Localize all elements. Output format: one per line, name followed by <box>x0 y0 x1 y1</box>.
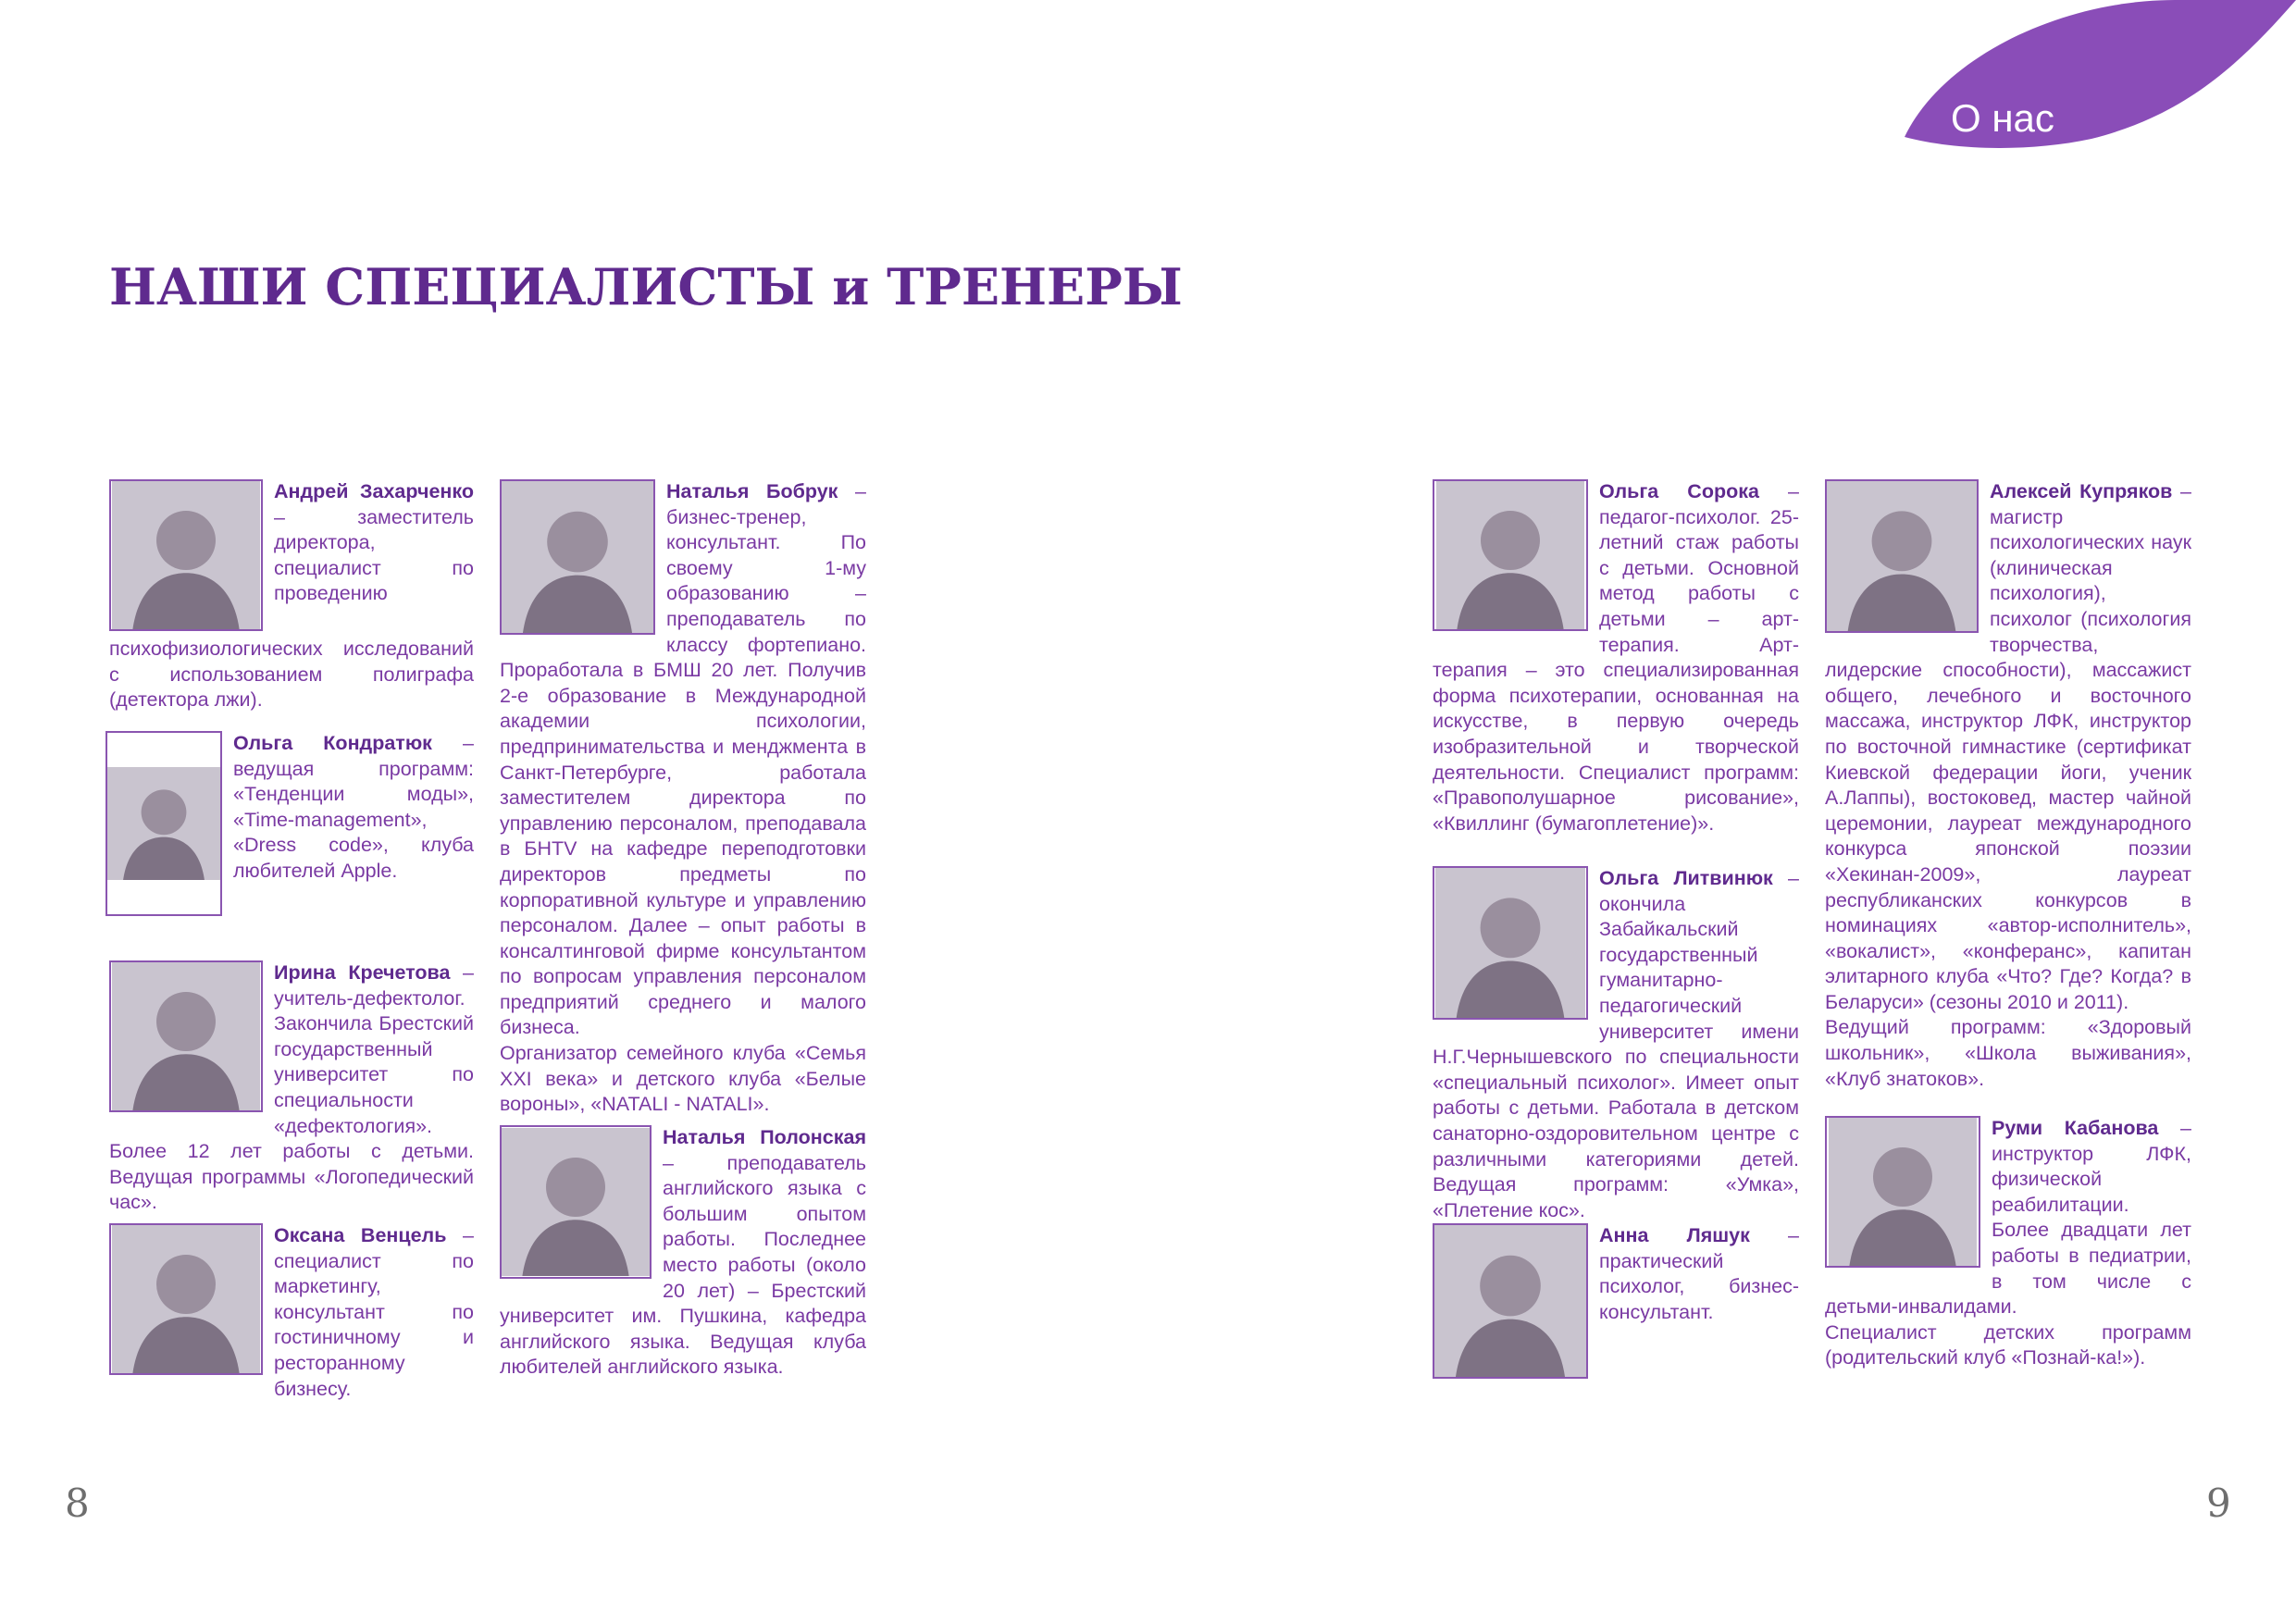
specialist-bio: – ведущая программ: «Тенденции моды», «Time-management», «Dress code», клуба любителей Apple. <box>233 732 474 882</box>
page-number-right: 9 <box>2206 1481 2231 1526</box>
specialist-card <box>109 1223 474 1402</box>
specialist-card <box>1433 1223 1799 1384</box>
specialist-card <box>1433 479 1799 836</box>
specialist-bio: – инструктор ЛФК, физической реабилитации. Более двадцати лет работы в педиатрии, в том числе с детьми-инвалидами. <box>1825 1117 2192 1319</box>
page-title: НАШИ СПЕЦИАЛИСТЫ и ТРЕНЕРЫ <box>109 257 1183 316</box>
specialist-bio: – заместитель директора, специалист по проведению психофизиологических исследований с использованием полиграфа (детектора лжи). <box>109 505 474 712</box>
specialist-card <box>105 731 474 922</box>
specialist-bio-extra: Ведущий программ: «Здоровый школьник», «Школа выживания», «Клуб знатоков». <box>1825 1016 2191 1090</box>
specialist-card <box>1433 866 1799 1223</box>
specialist-name: Ольга Сорока <box>1599 480 1759 502</box>
specialist-bio: – бизнес-тренер, консультант. По своему 1-му образованию – преподаватель по классу фортепиано. Проработала в БМШ 20 лет. Получив 2-е образование в Международной академии психологии, предпринимательства и менджмента в Санкт-Петербурге, работала заместителем директора по управлению персоналом, преподавала в БНТV на кафедре переподготовки директоров предметы по корпоративной культуре и управлению персоналом. Далее – опыт работы в консалтинговой фирме консультантом по вопросам управления персоналом предприятий среднего и малого бизнеса. <box>500 480 866 1039</box>
specialist-bio: – специалист по маркетингу, консультант по гостиничному и ресторанному бизнесу. <box>274 1224 474 1400</box>
specialist-name: Андрей Захарченко <box>274 480 474 502</box>
portrait-photo <box>109 1223 263 1375</box>
portrait-photo <box>1433 479 1588 631</box>
specialist-bio-extra: Специалист детских программ (родительский клуб «Познай-ка!»). <box>1825 1320 2191 1369</box>
portrait-photo <box>1433 1223 1588 1379</box>
specialist-name: Анна Ляшук <box>1599 1224 1750 1246</box>
portrait-photo <box>1825 1116 1980 1268</box>
page-number-left: 8 <box>65 1481 90 1526</box>
specialist-name: Руми Кабанова <box>1992 1117 2159 1139</box>
specialist-bio: – учитель-дефектолог. Закончила Брестский государственный университет по специальности «дефектология». Более 12 лет работы с детьми. Ведущая программы «Логопедический час». <box>109 961 475 1214</box>
specialist-bio: – педагог-психолог. 25-летний стаж работы с детьми. Основной метод работы с детьми – арт-терапия. Арт-терапия – это специализированная форма психотерапии, основанная на искусстве, в первую очередь изобразительной и творческой деятельности. Специалист программ: «Правополушарное рисование», «Квиллинг (бумагоплетение)». <box>1433 480 1799 835</box>
portrait-photo <box>500 479 655 635</box>
specialist-bio: – окончила Забайкальский государственный гуманитарно-педагогический университет имени Н.Г.Чернышевского по специальности «специальный психолог». Имеет опыт работы с детьми. Работала в детском санаторно-оздоровительном центре с различными категориями детей. Ведущая программ: «Умка», «Плетение кос». <box>1433 867 1800 1221</box>
portrait-photo <box>500 1125 652 1279</box>
specialist-bio: – преподаватель английского языка с большим опытом работы. Последнее место работы (около 20 лет) – Брестский университет им. Пушкина, кафедра английского языка. Ведущая клуба любителей английского языка. <box>500 1151 866 1379</box>
specialist-card <box>109 479 474 713</box>
specialist-name: Алексей Купряков <box>1990 480 2173 502</box>
specialist-card <box>500 479 866 1118</box>
portrait-photo <box>105 731 222 916</box>
specialist-name: Наталья Бобрук <box>666 480 838 502</box>
specialist-name: Наталья Полонская <box>663 1126 866 1148</box>
specialist-name: Ольга Кондратюк <box>233 732 432 754</box>
specialist-bio: – магистр психологических наук (клиническая психология), психолог (психология творчества, лидерские способности), массажист общего, лечебного и восточного массажа, инструктор ЛФК, инструктор по восточной гимнастике (сертификат Киевской федерации йоги, ученик А.Лаппы), востоковед, мастер чайной церемонии, лауреат международного конкурса японской поэзии «Хекинан-2009», лауреат республиканских конкурсов в номинациях «автор-исполнитель», «вокалист», «конферанс», капитан элитарного клуба «Что? Где? Когда? в Беларуси» (сезоны 2010 и 2011). <box>1825 480 2192 1013</box>
specialist-card <box>1825 479 2191 1092</box>
specialist-card <box>109 960 474 1216</box>
specialist-name: Ольга Литвинюк <box>1599 867 1773 889</box>
portrait-photo <box>109 960 263 1112</box>
specialist-bio: – практический психолог, бизнес-консультант. <box>1599 1224 1800 1323</box>
specialist-card <box>500 1125 866 1381</box>
specialist-card <box>1825 1116 2191 1371</box>
section-tab-label[interactable]: О нас <box>1951 96 2054 140</box>
specialist-name: Оксана Венцель <box>274 1224 447 1246</box>
specialist-bio-extra: Организатор семейного клуба «Семья XXI века» и детского клуба «Белые вороны», «NATALI - NATALI». <box>500 1042 866 1116</box>
portrait-photo <box>1825 479 1979 633</box>
portrait-photo <box>109 479 263 631</box>
specialist-name: Ирина Кречетова <box>274 961 451 984</box>
portrait-photo <box>1433 866 1588 1020</box>
